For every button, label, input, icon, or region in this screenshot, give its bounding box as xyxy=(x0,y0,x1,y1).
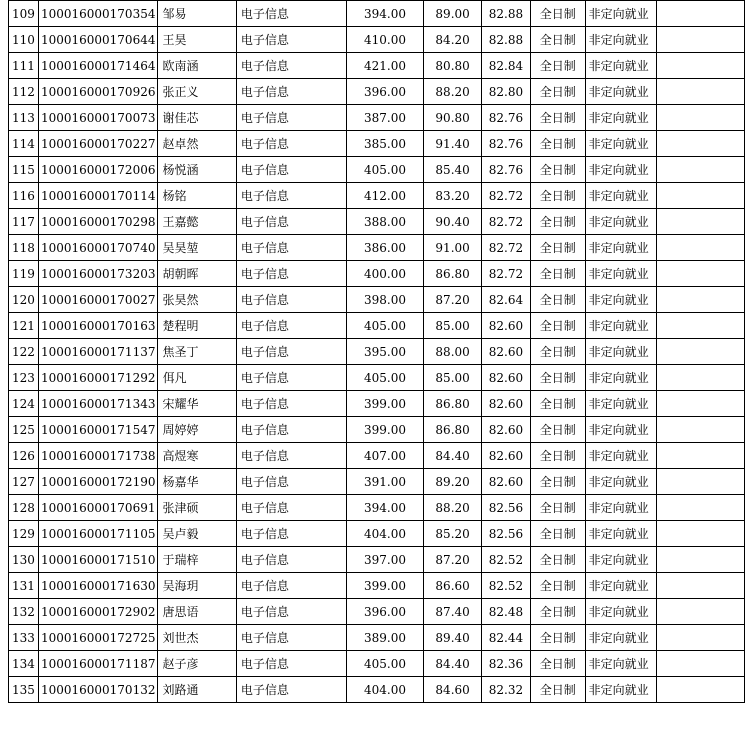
name-cell: 佴凡 xyxy=(158,365,236,391)
table-row xyxy=(9,417,745,443)
empty-cell xyxy=(656,261,745,287)
candidate-id-cell: 100016000171738 xyxy=(38,443,158,469)
study-mode-cell: 全日制 xyxy=(530,547,585,573)
table-row xyxy=(9,573,745,599)
initial-score-cell: 399.00 xyxy=(346,417,423,443)
employment-type-cell: 非定向就业 xyxy=(585,261,656,287)
row-number-cell: 121 xyxy=(9,313,39,339)
table-row xyxy=(9,495,745,521)
employment-type-cell: 非定向就业 xyxy=(585,547,656,573)
study-mode-cell: 全日制 xyxy=(530,105,585,131)
empty-cell xyxy=(656,313,745,339)
initial-score-cell: 396.00 xyxy=(346,79,423,105)
empty-cell xyxy=(656,417,745,443)
total-score-cell: 82.60 xyxy=(481,469,530,495)
initial-score-cell: 405.00 xyxy=(346,157,423,183)
row-number-cell: 109 xyxy=(9,1,39,27)
initial-score-cell: 412.00 xyxy=(346,183,423,209)
total-score-cell: 82.56 xyxy=(481,521,530,547)
name-cell: 赵卓然 xyxy=(158,131,236,157)
row-number-cell: 134 xyxy=(9,651,39,677)
row-number-cell: 135 xyxy=(9,677,39,703)
employment-type-cell: 非定向就业 xyxy=(585,521,656,547)
retest-score-cell: 88.20 xyxy=(424,79,482,105)
study-mode-cell: 全日制 xyxy=(530,625,585,651)
retest-score-cell: 80.80 xyxy=(424,53,482,79)
table-row xyxy=(9,235,745,261)
row-number-cell: 114 xyxy=(9,131,39,157)
retest-score-cell: 86.80 xyxy=(424,261,482,287)
major-cell: 电子信息 xyxy=(236,79,346,105)
table-row xyxy=(9,1,745,27)
total-score-cell: 82.60 xyxy=(481,339,530,365)
table-row xyxy=(9,391,745,417)
name-cell: 谢佳芯 xyxy=(158,105,236,131)
candidate-id-cell: 100016000171187 xyxy=(38,651,158,677)
employment-type-cell: 非定向就业 xyxy=(585,313,656,339)
initial-score-cell: 398.00 xyxy=(346,287,423,313)
retest-score-cell: 84.40 xyxy=(424,651,482,677)
name-cell: 张津硕 xyxy=(158,495,236,521)
employment-type-cell: 非定向就业 xyxy=(585,131,656,157)
candidate-id-cell: 100016000172902 xyxy=(38,599,158,625)
major-cell: 电子信息 xyxy=(236,339,346,365)
major-cell: 电子信息 xyxy=(236,599,346,625)
empty-cell xyxy=(656,365,745,391)
major-cell: 电子信息 xyxy=(236,53,346,79)
major-cell: 电子信息 xyxy=(236,27,346,53)
initial-score-cell: 400.00 xyxy=(346,261,423,287)
candidate-id-cell: 100016000170073 xyxy=(38,105,158,131)
employment-type-cell: 非定向就业 xyxy=(585,599,656,625)
name-cell: 于瑞梓 xyxy=(158,547,236,573)
employment-type-cell: 非定向就业 xyxy=(585,339,656,365)
total-score-cell: 82.76 xyxy=(481,105,530,131)
row-number-cell: 110 xyxy=(9,27,39,53)
total-score-cell: 82.52 xyxy=(481,573,530,599)
study-mode-cell: 全日制 xyxy=(530,417,585,443)
total-score-cell: 82.84 xyxy=(481,53,530,79)
row-number-cell: 130 xyxy=(9,547,39,573)
retest-score-cell: 88.20 xyxy=(424,495,482,521)
candidate-id-cell: 100016000172006 xyxy=(38,157,158,183)
employment-type-cell: 非定向就业 xyxy=(585,677,656,703)
total-score-cell: 82.64 xyxy=(481,287,530,313)
name-cell: 刘世杰 xyxy=(158,625,236,651)
name-cell: 高煜寒 xyxy=(158,443,236,469)
employment-type-cell: 非定向就业 xyxy=(585,183,656,209)
empty-cell xyxy=(656,625,745,651)
row-number-cell: 133 xyxy=(9,625,39,651)
candidate-id-cell: 100016000171292 xyxy=(38,365,158,391)
total-score-cell: 82.88 xyxy=(481,1,530,27)
candidate-id-cell: 100016000170354 xyxy=(38,1,158,27)
table-row xyxy=(9,261,745,287)
empty-cell xyxy=(656,183,745,209)
table-row xyxy=(9,287,745,313)
candidate-id-cell: 100016000171630 xyxy=(38,573,158,599)
employment-type-cell: 非定向就业 xyxy=(585,625,656,651)
employment-type-cell: 非定向就业 xyxy=(585,443,656,469)
initial-score-cell: 395.00 xyxy=(346,339,423,365)
initial-score-cell: 410.00 xyxy=(346,27,423,53)
empty-cell xyxy=(656,573,745,599)
major-cell: 电子信息 xyxy=(236,573,346,599)
row-number-cell: 115 xyxy=(9,157,39,183)
total-score-cell: 82.32 xyxy=(481,677,530,703)
row-number-cell: 111 xyxy=(9,53,39,79)
study-mode-cell: 全日制 xyxy=(530,261,585,287)
table-row xyxy=(9,313,745,339)
row-number-cell: 116 xyxy=(9,183,39,209)
major-cell: 电子信息 xyxy=(236,443,346,469)
empty-cell xyxy=(656,495,745,521)
candidate-id-cell: 100016000171510 xyxy=(38,547,158,573)
row-number-cell: 125 xyxy=(9,417,39,443)
initial-score-cell: 385.00 xyxy=(346,131,423,157)
empty-cell xyxy=(656,651,745,677)
major-cell: 电子信息 xyxy=(236,391,346,417)
major-cell: 电子信息 xyxy=(236,469,346,495)
retest-score-cell: 85.00 xyxy=(424,313,482,339)
study-mode-cell: 全日制 xyxy=(530,391,585,417)
total-score-cell: 82.48 xyxy=(481,599,530,625)
row-number-cell: 122 xyxy=(9,339,39,365)
initial-score-cell: 394.00 xyxy=(346,1,423,27)
employment-type-cell: 非定向就业 xyxy=(585,209,656,235)
candidate-id-cell: 100016000171547 xyxy=(38,417,158,443)
total-score-cell: 82.60 xyxy=(481,443,530,469)
employment-type-cell: 非定向就业 xyxy=(585,365,656,391)
row-number-cell: 132 xyxy=(9,599,39,625)
major-cell: 电子信息 xyxy=(236,625,346,651)
admission-list-table xyxy=(8,0,745,703)
name-cell: 杨悦涵 xyxy=(158,157,236,183)
retest-score-cell: 91.00 xyxy=(424,235,482,261)
study-mode-cell: 全日制 xyxy=(530,235,585,261)
employment-type-cell: 非定向就业 xyxy=(585,495,656,521)
empty-cell xyxy=(656,1,745,27)
employment-type-cell: 非定向就业 xyxy=(585,79,656,105)
retest-score-cell: 89.20 xyxy=(424,469,482,495)
initial-score-cell: 386.00 xyxy=(346,235,423,261)
total-score-cell: 82.60 xyxy=(481,365,530,391)
initial-score-cell: 407.00 xyxy=(346,443,423,469)
candidate-id-cell: 100016000171464 xyxy=(38,53,158,79)
table-body xyxy=(9,1,745,703)
empty-cell xyxy=(656,339,745,365)
table-row xyxy=(9,183,745,209)
name-cell: 赵子彦 xyxy=(158,651,236,677)
empty-cell xyxy=(656,521,745,547)
row-number-cell: 127 xyxy=(9,469,39,495)
employment-type-cell: 非定向就业 xyxy=(585,469,656,495)
empty-cell xyxy=(656,27,745,53)
major-cell: 电子信息 xyxy=(236,287,346,313)
retest-score-cell: 88.00 xyxy=(424,339,482,365)
name-cell: 刘路通 xyxy=(158,677,236,703)
candidate-id-cell: 100016000170740 xyxy=(38,235,158,261)
initial-score-cell: 387.00 xyxy=(346,105,423,131)
retest-score-cell: 84.40 xyxy=(424,443,482,469)
major-cell: 电子信息 xyxy=(236,313,346,339)
employment-type-cell: 非定向就业 xyxy=(585,235,656,261)
total-score-cell: 82.60 xyxy=(481,391,530,417)
total-score-cell: 82.52 xyxy=(481,547,530,573)
row-number-cell: 117 xyxy=(9,209,39,235)
row-number-cell: 119 xyxy=(9,261,39,287)
initial-score-cell: 389.00 xyxy=(346,625,423,651)
total-score-cell: 82.72 xyxy=(481,209,530,235)
empty-cell xyxy=(656,287,745,313)
total-score-cell: 82.60 xyxy=(481,417,530,443)
candidate-id-cell: 100016000173203 xyxy=(38,261,158,287)
employment-type-cell: 非定向就业 xyxy=(585,287,656,313)
employment-type-cell: 非定向就业 xyxy=(585,105,656,131)
major-cell: 电子信息 xyxy=(236,677,346,703)
retest-score-cell: 83.20 xyxy=(424,183,482,209)
table-row xyxy=(9,599,745,625)
table-row xyxy=(9,105,745,131)
name-cell: 张正义 xyxy=(158,79,236,105)
name-cell: 宋耀华 xyxy=(158,391,236,417)
initial-score-cell: 404.00 xyxy=(346,677,423,703)
row-number-cell: 113 xyxy=(9,105,39,131)
study-mode-cell: 全日制 xyxy=(530,313,585,339)
empty-cell xyxy=(656,53,745,79)
row-number-cell: 129 xyxy=(9,521,39,547)
retest-score-cell: 89.00 xyxy=(424,1,482,27)
employment-type-cell: 非定向就业 xyxy=(585,53,656,79)
retest-score-cell: 86.80 xyxy=(424,417,482,443)
candidate-id-cell: 100016000170027 xyxy=(38,287,158,313)
major-cell: 电子信息 xyxy=(236,183,346,209)
retest-score-cell: 90.40 xyxy=(424,209,482,235)
study-mode-cell: 全日制 xyxy=(530,131,585,157)
total-score-cell: 82.56 xyxy=(481,495,530,521)
major-cell: 电子信息 xyxy=(236,651,346,677)
total-score-cell: 82.72 xyxy=(481,183,530,209)
empty-cell xyxy=(656,547,745,573)
total-score-cell: 82.36 xyxy=(481,651,530,677)
table-row xyxy=(9,27,745,53)
candidate-id-cell: 100016000170163 xyxy=(38,313,158,339)
major-cell: 电子信息 xyxy=(236,157,346,183)
employment-type-cell: 非定向就业 xyxy=(585,651,656,677)
employment-type-cell: 非定向就业 xyxy=(585,1,656,27)
name-cell: 王嘉懿 xyxy=(158,209,236,235)
table-row xyxy=(9,157,745,183)
name-cell: 胡朝晖 xyxy=(158,261,236,287)
employment-type-cell: 非定向就业 xyxy=(585,391,656,417)
retest-score-cell: 87.40 xyxy=(424,599,482,625)
employment-type-cell: 非定向就业 xyxy=(585,573,656,599)
total-score-cell: 82.88 xyxy=(481,27,530,53)
total-score-cell: 82.60 xyxy=(481,313,530,339)
name-cell: 吴卢毅 xyxy=(158,521,236,547)
initial-score-cell: 394.00 xyxy=(346,495,423,521)
major-cell: 电子信息 xyxy=(236,521,346,547)
study-mode-cell: 全日制 xyxy=(530,677,585,703)
name-cell: 王昊 xyxy=(158,27,236,53)
retest-score-cell: 85.00 xyxy=(424,365,482,391)
total-score-cell: 82.76 xyxy=(481,131,530,157)
name-cell: 周婷婷 xyxy=(158,417,236,443)
table-row xyxy=(9,339,745,365)
table-row xyxy=(9,365,745,391)
candidate-id-cell: 100016000170691 xyxy=(38,495,158,521)
name-cell: 杨嘉华 xyxy=(158,469,236,495)
total-score-cell: 82.72 xyxy=(481,235,530,261)
retest-score-cell: 87.20 xyxy=(424,287,482,313)
row-number-cell: 120 xyxy=(9,287,39,313)
initial-score-cell: 399.00 xyxy=(346,573,423,599)
row-number-cell: 126 xyxy=(9,443,39,469)
empty-cell xyxy=(656,599,745,625)
name-cell: 吴昊堃 xyxy=(158,235,236,261)
total-score-cell: 82.44 xyxy=(481,625,530,651)
retest-score-cell: 86.80 xyxy=(424,391,482,417)
initial-score-cell: 421.00 xyxy=(346,53,423,79)
retest-score-cell: 84.20 xyxy=(424,27,482,53)
initial-score-cell: 404.00 xyxy=(346,521,423,547)
row-number-cell: 124 xyxy=(9,391,39,417)
initial-score-cell: 405.00 xyxy=(346,313,423,339)
total-score-cell: 82.72 xyxy=(481,261,530,287)
candidate-id-cell: 100016000171137 xyxy=(38,339,158,365)
initial-score-cell: 405.00 xyxy=(346,365,423,391)
study-mode-cell: 全日制 xyxy=(530,521,585,547)
study-mode-cell: 全日制 xyxy=(530,651,585,677)
major-cell: 电子信息 xyxy=(236,105,346,131)
empty-cell xyxy=(656,443,745,469)
study-mode-cell: 全日制 xyxy=(530,469,585,495)
study-mode-cell: 全日制 xyxy=(530,157,585,183)
study-mode-cell: 全日制 xyxy=(530,209,585,235)
empty-cell xyxy=(656,157,745,183)
table-row xyxy=(9,521,745,547)
study-mode-cell: 全日制 xyxy=(530,339,585,365)
study-mode-cell: 全日制 xyxy=(530,183,585,209)
employment-type-cell: 非定向就业 xyxy=(585,157,656,183)
table-row xyxy=(9,547,745,573)
study-mode-cell: 全日制 xyxy=(530,495,585,521)
row-number-cell: 112 xyxy=(9,79,39,105)
study-mode-cell: 全日制 xyxy=(530,27,585,53)
retest-score-cell: 89.40 xyxy=(424,625,482,651)
study-mode-cell: 全日制 xyxy=(530,599,585,625)
name-cell: 唐思语 xyxy=(158,599,236,625)
candidate-id-cell: 100016000171343 xyxy=(38,391,158,417)
initial-score-cell: 396.00 xyxy=(346,599,423,625)
study-mode-cell: 全日制 xyxy=(530,287,585,313)
empty-cell xyxy=(656,209,745,235)
table-row xyxy=(9,677,745,703)
retest-score-cell: 91.40 xyxy=(424,131,482,157)
candidate-id-cell: 100016000170227 xyxy=(38,131,158,157)
study-mode-cell: 全日制 xyxy=(530,1,585,27)
table-row xyxy=(9,443,745,469)
candidate-id-cell: 100016000172190 xyxy=(38,469,158,495)
major-cell: 电子信息 xyxy=(236,495,346,521)
study-mode-cell: 全日制 xyxy=(530,53,585,79)
initial-score-cell: 399.00 xyxy=(346,391,423,417)
candidate-id-cell: 100016000172725 xyxy=(38,625,158,651)
name-cell: 楚程明 xyxy=(158,313,236,339)
table-row xyxy=(9,209,745,235)
retest-score-cell: 90.80 xyxy=(424,105,482,131)
candidate-id-cell: 100016000170114 xyxy=(38,183,158,209)
empty-cell xyxy=(656,105,745,131)
empty-cell xyxy=(656,469,745,495)
retest-score-cell: 86.60 xyxy=(424,573,482,599)
initial-score-cell: 391.00 xyxy=(346,469,423,495)
major-cell: 电子信息 xyxy=(236,261,346,287)
initial-score-cell: 397.00 xyxy=(346,547,423,573)
row-number-cell: 131 xyxy=(9,573,39,599)
major-cell: 电子信息 xyxy=(236,235,346,261)
major-cell: 电子信息 xyxy=(236,209,346,235)
major-cell: 电子信息 xyxy=(236,547,346,573)
table-row xyxy=(9,53,745,79)
table-row xyxy=(9,79,745,105)
employment-type-cell: 非定向就业 xyxy=(585,27,656,53)
name-cell: 张昊然 xyxy=(158,287,236,313)
study-mode-cell: 全日制 xyxy=(530,365,585,391)
table-row xyxy=(9,651,745,677)
table-row xyxy=(9,625,745,651)
row-number-cell: 118 xyxy=(9,235,39,261)
major-cell: 电子信息 xyxy=(236,1,346,27)
candidate-id-cell: 100016000171105 xyxy=(38,521,158,547)
total-score-cell: 82.76 xyxy=(481,157,530,183)
retest-score-cell: 85.40 xyxy=(424,157,482,183)
major-cell: 电子信息 xyxy=(236,417,346,443)
candidate-id-cell: 100016000170644 xyxy=(38,27,158,53)
retest-score-cell: 84.60 xyxy=(424,677,482,703)
retest-score-cell: 85.20 xyxy=(424,521,482,547)
name-cell: 杨铭 xyxy=(158,183,236,209)
candidate-id-cell: 100016000170926 xyxy=(38,79,158,105)
table-row xyxy=(9,469,745,495)
table-row xyxy=(9,131,745,157)
empty-cell xyxy=(656,79,745,105)
empty-cell xyxy=(656,131,745,157)
study-mode-cell: 全日制 xyxy=(530,79,585,105)
candidate-id-cell: 100016000170132 xyxy=(38,677,158,703)
candidate-id-cell: 100016000170298 xyxy=(38,209,158,235)
major-cell: 电子信息 xyxy=(236,365,346,391)
name-cell: 邹易 xyxy=(158,1,236,27)
empty-cell xyxy=(656,391,745,417)
initial-score-cell: 405.00 xyxy=(346,651,423,677)
row-number-cell: 123 xyxy=(9,365,39,391)
name-cell: 欧南涵 xyxy=(158,53,236,79)
major-cell: 电子信息 xyxy=(236,131,346,157)
name-cell: 焦圣丁 xyxy=(158,339,236,365)
total-score-cell: 82.80 xyxy=(481,79,530,105)
study-mode-cell: 全日制 xyxy=(530,573,585,599)
initial-score-cell: 388.00 xyxy=(346,209,423,235)
study-mode-cell: 全日制 xyxy=(530,443,585,469)
name-cell: 吴海玥 xyxy=(158,573,236,599)
row-number-cell: 128 xyxy=(9,495,39,521)
retest-score-cell: 87.20 xyxy=(424,547,482,573)
empty-cell xyxy=(656,677,745,703)
empty-cell xyxy=(656,235,745,261)
employment-type-cell: 非定向就业 xyxy=(585,417,656,443)
